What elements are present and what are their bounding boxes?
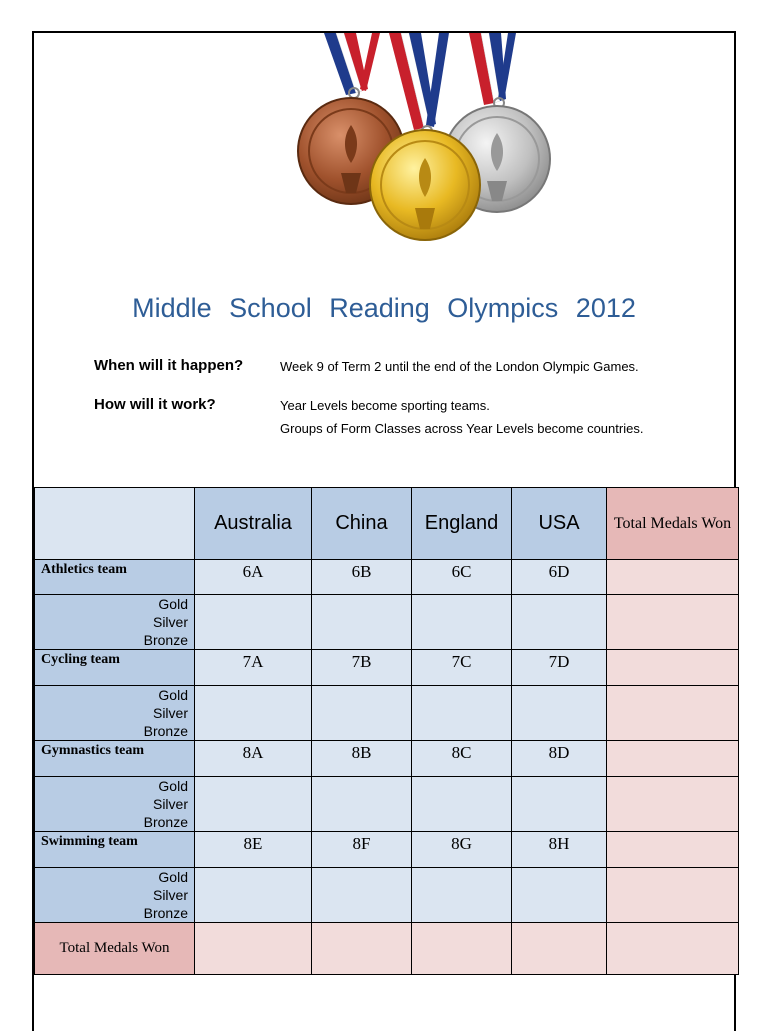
medal-silver-label: Silver <box>152 705 188 721</box>
medal-entry-cell[interactable] <box>195 686 312 741</box>
medal-entry-cell[interactable] <box>195 595 312 650</box>
how-value-1: Year Levels become sporting teams. <box>280 398 490 413</box>
medal-entry-cell[interactable] <box>195 777 312 832</box>
form-class: 8F <box>312 832 412 868</box>
country-header: Australia <box>195 488 312 560</box>
total-medals-footer: Total Medals Won <box>35 923 195 975</box>
total-cell <box>607 832 739 868</box>
form-class: 8G <box>412 832 512 868</box>
team-name: Gymnastics team <box>35 741 195 777</box>
document-page <box>32 31 736 1031</box>
total-cell <box>607 777 739 832</box>
country-header: China <box>312 488 412 560</box>
table-row <box>35 832 739 868</box>
medal-silver-label: Silver <box>152 796 188 812</box>
medal-gold-label: Gold <box>158 778 188 794</box>
medal-bronze-label: Bronze <box>143 814 188 830</box>
medal-entry-cell[interactable] <box>412 868 512 923</box>
form-class: 8C <box>412 741 512 777</box>
total-cell <box>607 650 739 686</box>
team-name: Cycling team <box>35 650 195 686</box>
medal-entry-cell[interactable] <box>512 868 607 923</box>
medal-silver-label: Silver <box>152 614 188 630</box>
how-label: How will it work? <box>94 396 216 413</box>
total-cell <box>607 868 739 923</box>
medal-gold-label: Gold <box>158 869 188 885</box>
medal-gold-label: Gold <box>158 687 188 703</box>
form-class: 6A <box>195 560 312 595</box>
team-name: Athletics team <box>35 560 195 595</box>
medal-entry-cell[interactable] <box>412 595 512 650</box>
medals-table <box>34 487 739 975</box>
form-class: 8A <box>195 741 312 777</box>
medal-entry-cell[interactable] <box>312 595 412 650</box>
form-class: 6D <box>512 560 607 595</box>
table-header-row <box>35 488 739 560</box>
form-class: 6B <box>312 560 412 595</box>
total-cell <box>607 560 739 595</box>
table-row <box>35 650 739 686</box>
table-row <box>35 777 739 832</box>
form-class: 7D <box>512 650 607 686</box>
ribbon-middle <box>389 33 449 130</box>
medal-types-cell <box>35 686 195 741</box>
form-class: 7A <box>195 650 312 686</box>
form-class: 7B <box>312 650 412 686</box>
total-cell <box>607 741 739 777</box>
country-total-cell <box>412 923 512 975</box>
form-class: 7C <box>412 650 512 686</box>
medal-entry-cell[interactable] <box>312 686 412 741</box>
total-cell <box>607 595 739 650</box>
table-footer-row <box>35 923 739 975</box>
form-class: 8B <box>312 741 412 777</box>
total-cell <box>607 686 739 741</box>
when-label: When will it happen? <box>94 357 244 374</box>
medal-entry-cell[interactable] <box>412 686 512 741</box>
medal-bronze-label: Bronze <box>143 632 188 648</box>
form-class: 8D <box>512 741 607 777</box>
medal-types-cell <box>35 777 195 832</box>
country-total-cell <box>512 923 607 975</box>
medal-entry-cell[interactable] <box>195 868 312 923</box>
table-row <box>35 686 739 741</box>
table-row <box>35 560 739 595</box>
page-title: Middle School Reading Olympics 2012 <box>132 293 636 323</box>
total-medals-header: Total Medals Won <box>607 488 739 560</box>
header-blank-cell <box>35 488 195 560</box>
form-class: 8E <box>195 832 312 868</box>
medal-entry-cell[interactable] <box>512 595 607 650</box>
medal-entry-cell[interactable] <box>312 777 412 832</box>
medal-gold-label: Gold <box>158 596 188 612</box>
form-class: 8H <box>512 832 607 868</box>
medal-bronze-label: Bronze <box>143 723 188 739</box>
medal-entry-cell[interactable] <box>412 777 512 832</box>
ribbon-left <box>324 33 380 95</box>
how-value-2: Groups of Form Classes across Year Levels become countries. <box>280 421 644 436</box>
medal-entry-cell[interactable] <box>512 777 607 832</box>
medal-types-cell <box>35 868 195 923</box>
country-total-cell <box>195 923 312 975</box>
table-row <box>35 741 739 777</box>
medal-entry-cell[interactable] <box>312 868 412 923</box>
medal-entry-cell[interactable] <box>512 686 607 741</box>
table-row <box>35 868 739 923</box>
form-class: 6C <box>412 560 512 595</box>
when-value: Week 9 of Term 2 until the end of the London Olympic Games. <box>280 359 639 374</box>
country-header: England <box>412 488 512 560</box>
medals-image <box>264 33 564 268</box>
ribbon-right <box>469 33 516 105</box>
grand-total-cell <box>607 923 739 975</box>
medal-types-cell <box>35 595 195 650</box>
country-total-cell <box>312 923 412 975</box>
table-row <box>35 595 739 650</box>
medal-silver-label: Silver <box>152 887 188 903</box>
medal-bronze-label: Bronze <box>143 905 188 921</box>
country-header: USA <box>512 488 607 560</box>
team-name: Swimming team <box>35 832 195 868</box>
